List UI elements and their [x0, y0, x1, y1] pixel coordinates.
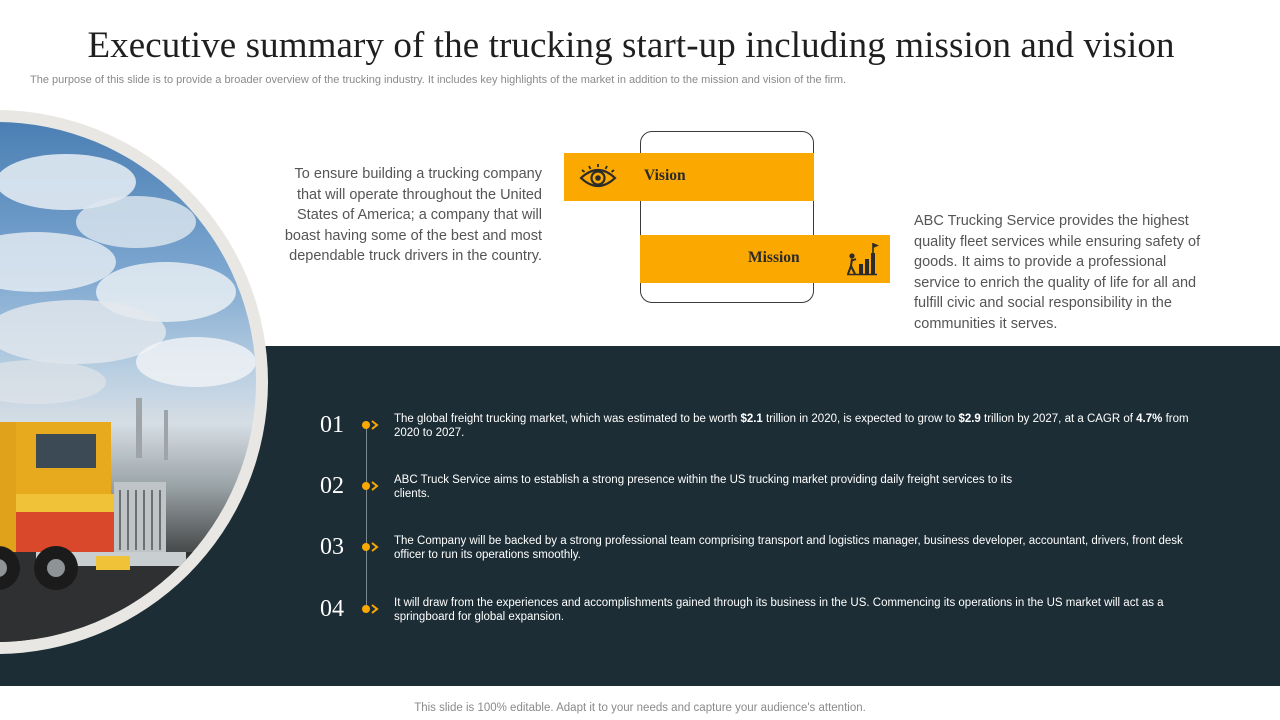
arrow-dot-icon [360, 540, 382, 554]
highlight-text: ABC Truck Service aims to establish a strong presence within the US trucking market providing daily freight services to its clients. [394, 474, 1013, 500]
truck-photo [0, 122, 256, 642]
highlight-number: 03 [320, 534, 344, 560]
mission-bar [640, 235, 890, 283]
highlight-number: 01 [320, 412, 344, 438]
truck-illustration [0, 122, 256, 642]
arrow-dot-icon [360, 418, 382, 432]
highlight-number: 02 [320, 473, 344, 499]
climbing-chart-flag-icon [845, 242, 879, 281]
arrow-dot-icon [360, 479, 382, 493]
eye-icon [578, 163, 618, 196]
photo-frame [0, 110, 268, 654]
highlight-text: The global freight trucking market, which was estimated to be worth $2.1 trillion in 2020, is expected to grow to $2.9 trillion by 2027, at a CAGR of 4.7% from 2020 to 2027. [394, 413, 1189, 439]
mission-text: ABC Trucking Service provides the highest quality fleet services while ensuring safety of goods. It aims to provide a professional service to enrich the quality of life for all and fulfill civic and social responsibility in the communities it serves. [914, 213, 1201, 332]
highlight-text: The Company will be backed by a strong professional team comprising transport and logistics manager, business developer, accountant, drivers, front desk officer to run its operations smoothly. [394, 535, 1183, 561]
timeline-line [366, 425, 367, 609]
highlight-text: It will draw from the experiences and accomplishments gained through its business in the US. Commencing its operations in the US market will act as a springboard for global expansion. [394, 597, 1164, 623]
arrow-dot-icon [360, 602, 382, 616]
footer-note: This slide is 100% editable. Adapt it to your needs and capture your audience's attention. [414, 702, 866, 714]
vision-text: To ensure building a trucking company that will operate throughout the United States of America; a company that will boast having some of the best and most dependable truck drivers in the country. [284, 166, 542, 264]
page-title: Executive summary of the trucking start-up including mission and vision [87, 25, 1175, 66]
vision-bar [564, 153, 814, 201]
page-subtitle: The purpose of this slide is to provide a broader overview of the trucking industry. It includes key highlights of the market in addition to the mission and vision of the firm. [30, 74, 847, 86]
mission-label: Mission [748, 249, 800, 266]
vision-label: Vision [644, 167, 686, 184]
highlight-number: 04 [320, 596, 344, 622]
